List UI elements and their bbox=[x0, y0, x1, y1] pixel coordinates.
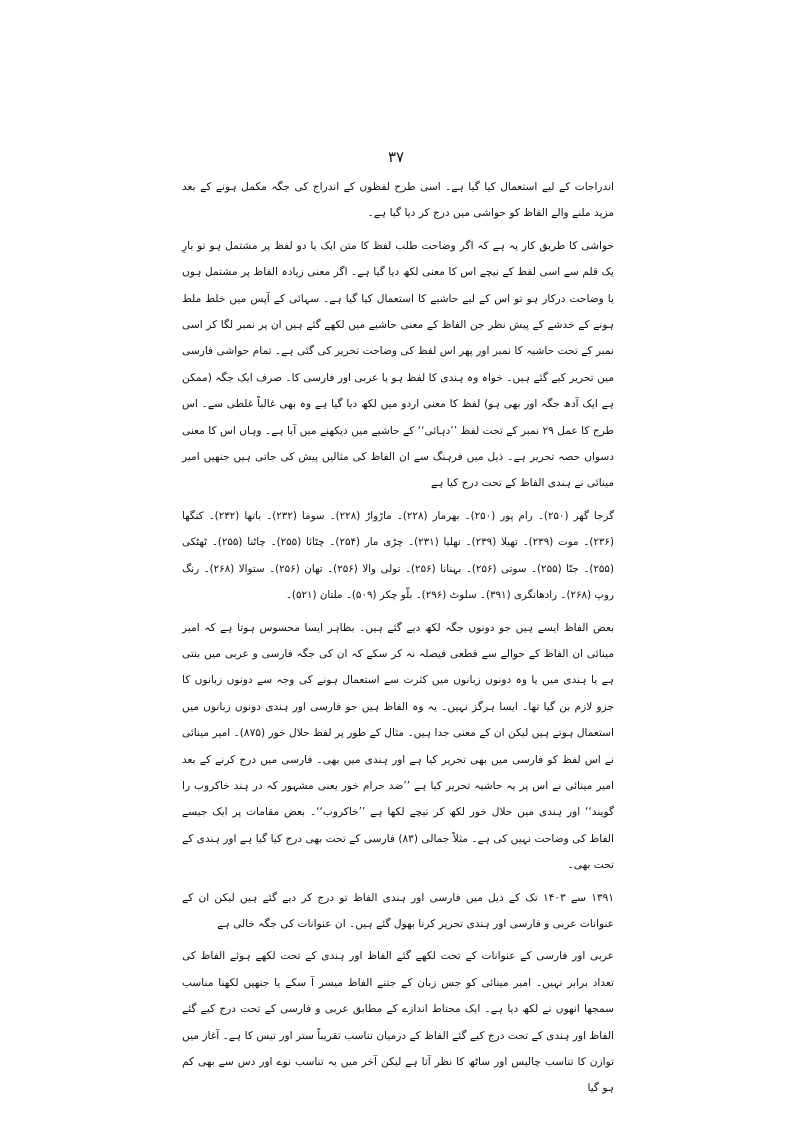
paragraph-intro-continuation: اندراجات کے لیے استعمال کیا گیا ہے۔ اسی طرح لفظوں کے اندراج کی جگہ مکمل ہونے کے بعد مزید ملنے والے الفاظ کو حواشی میں درج کر دیا گیا ہے۔ bbox=[182, 181, 614, 220]
paragraph-word-ratio: عربی اور فارسی کے عنوانات کے تحت لکھے گئے الفاظ اور ہندی کے تحت لکھے ہوئے الفاظ کی تعداد برابر نہیں۔ امیر مینائی کو جس زبان کے جتنے الفاظ میسر آ سکے یا جنھیں لکھنا مناسب سمجھا انھوں نے لکھ دیا ہے۔ ایک محتاط اندازے کے مطابق عربی و فارسی کے تحت درج کیے گئے الفاظ اور ہندی کے تحت درج کیے گئے الفاظ کے درمیان تناسب تقریباً ستر اور تیس کا ہے۔ آغاز میں توازن کا تناسب چالیس اور ساٹھ کا نظر آتا ہے لیکن آخر میں یہ تناسب نوے اور دس سے بھی کم ہو گیا bbox=[182, 950, 614, 1095]
paragraph-dual-entries: بعض الفاظ ایسے ہیں جو دونوں جگہ لکھ دیے گئے ہیں۔ بظاہر ایسا محسوس ہوتا ہے کہ امیر مینائی ان الفاظ کے حوالے سے قطعی فیصلہ نہ کر سکے کہ ان کی جگہ فارسی و عربی میں بنتی ہے یا ہندی میں یا وہ دونوں زبانوں میں کثرت سے استعمال ہونے کی وجہ سے دونوں زبانوں کا جزو لازم بن گیا تھا۔ ایسا ہرگز نہیں۔ یہ وہ الفاظ ہیں جو فارسی اور ہندی دونوں زبانوں میں استعمال ہوتے ہیں لیکن ان کے معنی جدا ہیں۔ مثال کے طور پر لفظ حلال خور (۸۷۵)۔ امیر مینائی نے اس لفظ کو فارسی میں بھی تحریر کیا ہے اور ہندی میں بھی۔ فارسی میں درج کرنے کے بعد امیر مینائی نے اس پر یہ حاشیہ تحریر کیا ہے ’’ضد حرام خور یعنی مشہور کہ در ہند خاکروب را گویند‘‘ اور ہندی میں حلال خور لکھ کر نیچے لکھا ہے ’’خاکروب‘‘۔ بعض مقامات پر ایک جیسے الفاظ کی وضاحت نہیں کی ہے۔ مثلاً جمالی (۸۳) فارسی کے تحت بھی درج کیا گیا ہے اور ہندی کے تحت بھی۔ bbox=[182, 621, 614, 872]
paragraph-missing-headings: ۱۳۹۱ سے ۱۴۰۳ تک کے ذیل میں فارسی اور ہندی الفاظ تو درج کر دیے گئے ہیں لیکن ان کے عنوانات عربی و فارسی اور ہندی تحریر کرنا بھول گئے ہیں۔ ان عنوانات کی جگہ خالی ہے bbox=[182, 891, 614, 930]
paragraph-hindi-word-examples: گرجا گھر (۲۵۰)۔ رام پور (۲۵۰)۔ بھرمار (۲۲۸)۔ ماڑواڑ (۲۲۸)۔ سوما (۲۳۲)۔ باتھا (۲۳۲)۔ کنگھا (۲۳۶)۔ موت (۲۳۹)۔ تھیلا (۲۳۹)۔ نھلیا (۲۳۱)۔ چڑی مار (۲۵۴)۔ چٹائا (۲۵۵)۔ چاٹنا (۲۵۵)۔ ٹھٹکی (۲۵۵)۔ جنّا (۲۵۵)۔ سوتی (۲۵۶)۔ بہنانا (۲۵۶)۔ تولی والا (۲۵۶)۔ تھان (۲۵۶)۔ ستوالا (۲۶۸)۔ رنگ روپ (۲۶۸)۔ رادھانگری (۳۹۱)۔ سلوٹ (۲۹۶)۔ بلّو چکر (۵۰۹)۔ ملتان (۵۲۱)۔ bbox=[182, 509, 615, 602]
body-text bbox=[182, 174, 614, 1108]
page-number: ۳۷ bbox=[387, 148, 405, 166]
paragraph-footnote-method: حواشی کا طریق کار یہ ہے کہ اگر وضاحت طلب لفظ کا متن ایک یا دو لفظ پر مشتمل ہو تو بارِ یک قلم سے اسی لفظ کے نیچے اس کا معنی لکھ دیا گیا ہے۔ اگر معنی زیادہ الفاظ پر مشتمل ہوں یا وضاحت درکار ہو تو اس کے لیے حاشیے کا استعمال کیا گیا ہے۔ سہائی کے آپس میں خلط ملط ہونے کے خدشے کے پیش نظر جن الفاظ کے معنی حاشیے میں لکھے گئے ہیں ان پر نمبر لگا کر اسی نمبر کے تحت حاشیہ کا نمبر اور پھر اس لفظ کی وضاحت تحریر کی گئی ہے۔ تمام حواشی فارسی میں تحریر کیے گئے ہیں۔ خواہ وہ ہندی کا لفظ ہو یا عربی اور فارسی کا۔ صرف ایک جگہ (ممکن ہے ایک آدھ جگہ اور بھی ہو) لفظ کا معنی اردو میں لکھ دیا گیا ہے وہ بھی غالباً غلطی سے۔ اس طرح کا عمل ۲۹ نمبر کے تحت لفظ ’’دہائی‘‘ کے حاشیے میں دیکھنے میں آیا ہے۔ وہاں اس کا معنی دسواں حصہ تحریر ہے۔ ذیل میں فرہنگ سے ان الفاظ کی مثالیں پیش کی جاتی ہیں جنھیں امیر مینائی نے ہندی الفاظ کے تحت درج کیا ہے bbox=[182, 239, 614, 490]
